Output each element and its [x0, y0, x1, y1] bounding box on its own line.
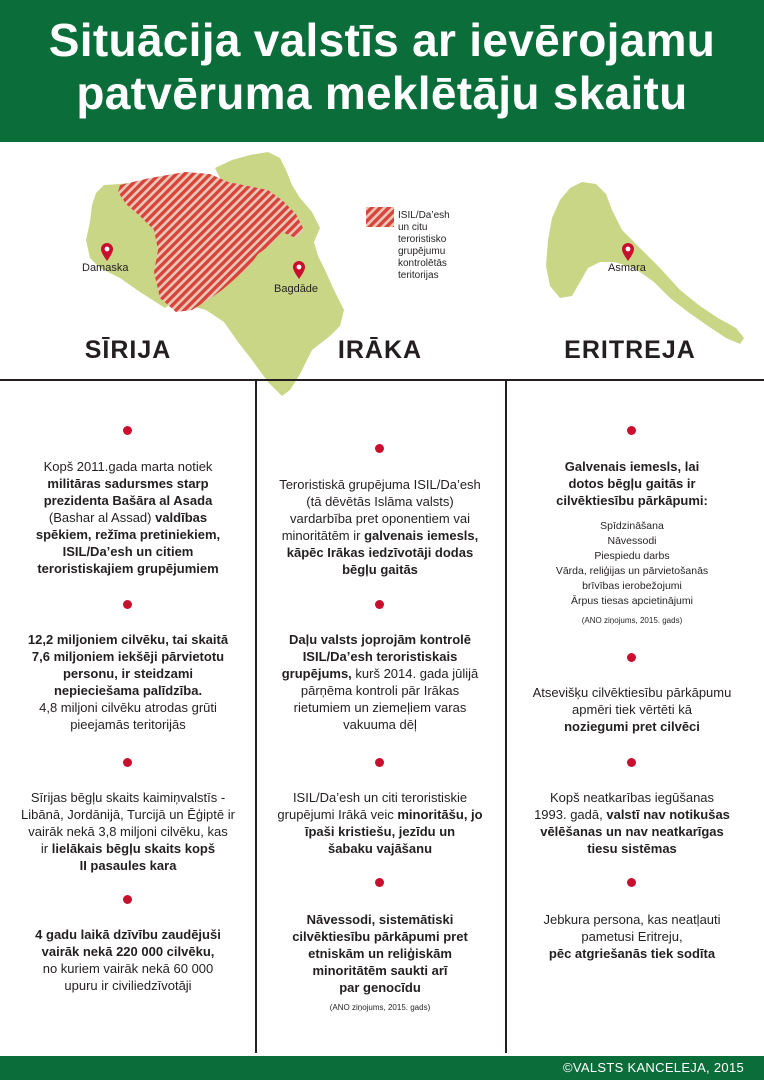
- text-line: etniskām un reliģiskām: [308, 946, 452, 961]
- text-line: 12,2 miljoniem cilvēku, tai skaitā: [27, 632, 229, 647]
- text-line: Sīrijas bēgļu skaits kaimiņvalstīs -: [30, 790, 226, 805]
- text-line: spēkiem, režīma pretiniekiem,: [35, 527, 221, 542]
- eritrea-block-3: [514, 789, 750, 857]
- source-note: (ANO ziņojums, 2015. gads): [581, 616, 683, 625]
- text-line: [262, 806, 498, 823]
- page-title: [0, 14, 764, 120]
- bullet-dot: [123, 600, 132, 609]
- text-run: 1993. gadā,: [534, 807, 607, 822]
- column-divider: [505, 381, 507, 1053]
- text-line: Kopš neatkarības iegūšanas: [549, 790, 715, 805]
- text-run: valstī nav notikušas: [606, 807, 730, 822]
- bullet-dot: [627, 426, 636, 435]
- text-line: Teroristiskā grupējuma ISIL/Da’esh: [279, 477, 481, 492]
- list-item: Piespiedu darbs: [594, 550, 670, 562]
- bullet-dot: [123, 426, 132, 435]
- text-run: minoritātēm ir: [281, 528, 365, 543]
- text-line: cilvēktiesību pārkāpumi:: [556, 493, 708, 508]
- text-line: šabaku vajāšanu: [327, 841, 433, 856]
- bullet-dot: [375, 444, 384, 453]
- legend-line: teroristisko: [398, 234, 447, 245]
- header-banner: [0, 0, 764, 142]
- text-line: no kuriem vairāk nekā 60 000: [42, 961, 214, 976]
- text-line: [10, 509, 246, 526]
- text-line: Nāvessodi, sistemātiski: [306, 912, 454, 927]
- country-heading-eritrea: ERITREJA: [564, 336, 696, 364]
- legend-line: ISIL/Da’esh: [398, 210, 450, 221]
- column-syria: [10, 381, 246, 1053]
- text-line: ISIL/Da’esh un citi teroristiskie: [292, 790, 468, 805]
- list-item: brīvības ierobežojumi: [582, 580, 682, 592]
- list-item: Nāvessodi: [607, 535, 657, 547]
- text-line: militāras sadursmes starp: [47, 476, 209, 491]
- text-line: bēgļu gaitās: [342, 562, 418, 577]
- text-line: rietumiem un ziemeļiem varas: [293, 700, 467, 715]
- text-line: vardarbība pret oponentiem vai: [290, 511, 470, 526]
- syria-block-4: [10, 926, 246, 994]
- spacer: [514, 509, 750, 519]
- syria-block-2: [10, 631, 246, 733]
- text-line: Kopš 2011.gada marta notiek: [43, 459, 213, 474]
- text-line: 4 gadu laikā dzīvību zaudējuši: [35, 927, 221, 942]
- legend-line: grupējumu: [398, 246, 446, 257]
- text-line: nepieciešama palīdzība.: [53, 683, 203, 698]
- maps-illustration: [0, 142, 764, 412]
- text-run: minoritāšu, jo: [397, 807, 483, 822]
- iraq-block-4: [262, 911, 498, 1014]
- source-note: (ANO ziņojums, 2015. gads): [329, 1003, 431, 1012]
- text-run: valdības: [155, 510, 208, 525]
- text-line: dotos bēgļu gaitās ir: [568, 476, 696, 491]
- text-run: ir: [40, 841, 52, 856]
- copyright-text: ©VALSTS KANCELEJA, 2015: [563, 1060, 744, 1075]
- text-run: grupējumi Irākā veic: [277, 807, 398, 822]
- footer-banner: [0, 1056, 764, 1080]
- text-line: ISIL/Da’esh un citiem: [62, 544, 194, 559]
- bullet-dot: [375, 600, 384, 609]
- text-line: [262, 665, 498, 682]
- map-legend: [398, 210, 450, 282]
- eritrea-block-1: [514, 458, 750, 627]
- text-line: cilvēktiesību pārkāpumi pret: [292, 929, 468, 944]
- text-line: pametusi Eritreju,: [581, 929, 683, 944]
- legend-line: un citu: [398, 222, 428, 233]
- bullet-dot: [123, 758, 132, 767]
- iraq-block-3: [262, 789, 498, 857]
- text-line: upuru ir civiliedzīvotāji: [64, 978, 192, 993]
- text-line: teroristiskajiem grupējumiem: [37, 561, 219, 576]
- text-line: pēc atgriešanās tiek sodīta: [548, 946, 716, 961]
- country-heading-iraq: IRĀKA: [337, 336, 423, 364]
- text-line: apmēri tiek vērtēti kā: [572, 702, 692, 717]
- city-label-damascus: Damaska: [82, 262, 129, 274]
- text-line: personu, ir steidzami: [62, 666, 194, 681]
- list-item: Spīdzināšana: [600, 520, 664, 532]
- bullet-dot: [627, 878, 636, 887]
- text-line: vēlēšanas un nav neatkarīgas: [540, 824, 724, 839]
- text-line: (tā dēvētās Islāma valsts): [306, 494, 454, 509]
- column-iraq: [262, 381, 498, 1053]
- text-line: ISIL/Da’esh teroristiskais: [302, 649, 458, 664]
- text-line: Libānā, Jordānijā, Turcijā un Ēģiptē ir: [21, 807, 235, 822]
- column-divider: [255, 381, 257, 1053]
- text-line: [262, 527, 498, 544]
- syria-block-3: [10, 789, 246, 874]
- city-label-asmara: Asmara: [608, 262, 646, 274]
- text-line: pieejamās teritorijās: [70, 717, 186, 732]
- text-line: īpaši kristiešu, jezīdu un: [304, 824, 456, 839]
- eritrea-block-4: [514, 911, 750, 962]
- country-heading-syria: SĪRIJA: [84, 336, 172, 364]
- text-line: II pasaules kara: [79, 858, 177, 873]
- bullet-dot: [123, 895, 132, 904]
- title-line-2: patvēruma meklētāju skaitu: [76, 67, 688, 119]
- text-run: grupējums,: [281, 666, 356, 681]
- bullet-dot: [627, 653, 636, 662]
- bullet-dot: [627, 758, 636, 767]
- text-line: 4,8 miljoni cilvēku atrodas grūti: [39, 700, 217, 715]
- legend-swatch: [366, 207, 394, 227]
- text-line: tiesu sistēmas: [587, 841, 677, 856]
- text-line: [10, 840, 246, 857]
- text-line: Jebkura persona, kas neatļauti: [543, 912, 721, 927]
- iraq-block-1: [262, 476, 498, 578]
- text-line: Atsevišķu cilvēktiesību pārkāpumu: [532, 685, 732, 700]
- list-item: Ārpus tiesas apcietinājumi: [571, 595, 693, 607]
- text-line: prezidenta Bašāra al Asada: [43, 493, 213, 508]
- text-line: [514, 806, 750, 823]
- text-line: vakuuma dēļ: [343, 717, 417, 732]
- bullet-dot: [375, 878, 384, 887]
- text-line: vairāk nekā 3,8 miljoni cilvēku, kas: [28, 824, 228, 839]
- bullet-dot: [375, 758, 384, 767]
- legend-line: kontrolētās: [398, 258, 447, 269]
- text-line: pārņēma kontroli pār Irākas: [300, 683, 460, 698]
- legend-line: teritorijas: [398, 270, 439, 281]
- list-item: Vārda, reliģijas un pārvietošanās: [555, 565, 709, 577]
- text-line: par genocīdu: [339, 980, 421, 995]
- text-run: kurš 2014. gada jūlijā: [355, 666, 479, 681]
- column-eritrea: [514, 381, 750, 1053]
- city-label-baghdad: Bagdāde: [274, 283, 319, 295]
- text-line: vairāk nekā 220 000 cilvēku,: [41, 944, 215, 959]
- text-line: noziegumi pret cilvēci: [564, 719, 700, 734]
- text-run: lielākais bēgļu skaits kopš: [51, 841, 216, 856]
- text-line: 7,6 miljoniem iekšēji pārvietotu: [31, 649, 225, 664]
- text-run: (Bashar al Assad): [48, 510, 156, 525]
- title-line-1: Situācija valstīs ar ievērojamu: [48, 14, 716, 66]
- text-run: galvenais iemesls,: [364, 528, 479, 543]
- text-line: kāpēc Irākas iedzīvotāji dodas: [286, 545, 474, 560]
- iraq-block-2: [262, 631, 498, 733]
- syria-block-1: [10, 458, 246, 577]
- text-line: Galvenais iemesls, lai: [564, 459, 700, 474]
- eritrea-block-2: [514, 684, 750, 735]
- text-line: minoritātēm saukti arī: [312, 963, 448, 978]
- text-line: Daļu valsts joprojām kontrolē: [288, 632, 472, 647]
